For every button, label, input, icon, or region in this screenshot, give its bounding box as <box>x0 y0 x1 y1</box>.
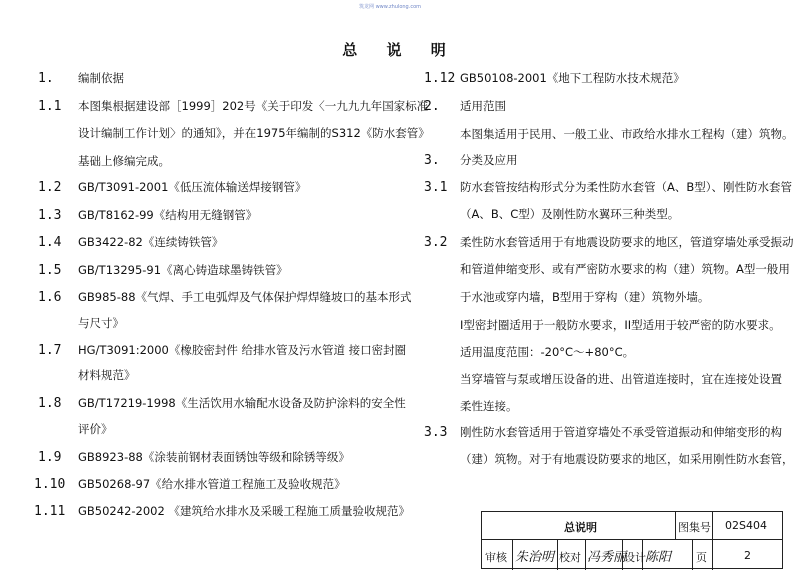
item-text: GB/T13295-91《离心铸造球墨铸铁管》 <box>78 263 288 277</box>
check-label: 校对 <box>559 551 581 564</box>
title-block <box>481 511 783 569</box>
item-text-continued: （建）筑物。对于有地震设防要求的地区，如采用刚性防水套管， <box>460 452 794 466</box>
item-number: 3. <box>424 153 440 168</box>
item-text: GB50108-2001《地下工程防水技术规范》 <box>460 71 685 85</box>
item-number: 1.7 <box>38 343 62 358</box>
item-text-continued: 评价》 <box>78 422 113 436</box>
check-signature: 冯秀丽 <box>587 550 627 565</box>
item-text: 防水套管按结构形式分为柔性防水套管（A、B型）、刚性防水套管 <box>460 180 793 194</box>
drawing-name: 总说明 <box>564 521 597 534</box>
item-text-continued: 材料规范》 <box>78 368 136 382</box>
item-text-continued: I型密封圈适用于一般防水要求，II型适用于较严密的防水要求。 <box>460 318 781 332</box>
item-number: 1.2 <box>38 180 62 195</box>
page-title: 总 说 明 <box>342 41 458 59</box>
item-text: GB3422-82《连续铸铁管》 <box>78 235 224 249</box>
item-text-continued: 设计编制工作计划〉的通知》，并在1975年编制的S312《防水套管》 <box>78 126 430 140</box>
design-label: 设计 <box>624 551 646 564</box>
item-text: GB50242-2002 《建筑给水排水及采暖工程施工质量验收规范》 <box>78 504 410 518</box>
item-number: 1.4 <box>38 235 62 250</box>
item-text: GB/T3091-2001《低压流体输送焊接钢管》 <box>78 180 307 194</box>
item-text: 适用范围 <box>460 99 506 113</box>
item-text-continued: 和管道伸缩变形、或有严密防水要求的构（建）筑物。A型一般用 <box>460 262 790 276</box>
item-text: GB50268-97《给水排水管道工程施工及验收规范》 <box>78 477 346 491</box>
item-text-continued: 与尺寸》 <box>78 316 124 330</box>
item-text: 柔性防水套管适用于有地震设防要求的地区，管道穿墙处承受振动 <box>460 235 794 249</box>
item-number: 1.5 <box>38 263 62 278</box>
item-text: 编制依据 <box>78 71 124 85</box>
review-label: 审核 <box>485 551 507 564</box>
item-text: GB/T8162-99《结构用无缝钢管》 <box>78 208 258 222</box>
item-number: 1.12 <box>424 71 456 86</box>
page-label: 页 <box>696 551 707 564</box>
item-text: GB985-88《气焊、手工电弧焊及气体保护焊焊缝坡口的基本形式 <box>78 290 412 304</box>
design-signature: 陈阳 <box>645 550 672 565</box>
watermark: 筑龙网 www.zhulong.com <box>358 4 421 10</box>
item-number: 3.2 <box>424 235 448 250</box>
atlas-number: 02S404 <box>725 519 767 532</box>
item-text-continued: （A、B、C型）及刚性防水翼环三种类型。 <box>460 207 680 221</box>
item-number: 1.1 <box>38 99 62 114</box>
item-number: 1.3 <box>38 208 62 223</box>
item-text-continued: 适用温度范围：-20°C～+80°C。 <box>460 345 635 359</box>
item-number: 3.1 <box>424 180 448 195</box>
item-text: 本图集根据建设部［1999］202号《关于印发〈一九九九年国家标准 <box>78 99 429 113</box>
page-number: 2 <box>744 549 751 562</box>
item-number: 3.3 <box>424 425 448 440</box>
item-text: 分类及应用 <box>460 153 518 167</box>
item-text: 刚性防水套管适用于管道穿墙处不承受管道振动和伸缩变形的构 <box>460 425 782 439</box>
item-number: 1.6 <box>38 290 62 305</box>
item-number: 1.11 <box>34 504 66 519</box>
item-number: 2. <box>424 99 440 114</box>
item-text-continued: 基础上修编完成。 <box>78 154 170 168</box>
item-text: GB/T17219-1998《生活饮用水输配水设备及防护涂料的安全性 <box>78 396 406 410</box>
item-number: 1.9 <box>38 450 62 465</box>
item-text-continued: 柔性连接。 <box>460 399 518 413</box>
item-number: 1. <box>38 71 54 86</box>
item-text-continued: 本图集适用于民用、一般工业、市政给水排水工程构（建）筑物。 <box>460 127 794 141</box>
item-number: 1.10 <box>34 477 66 492</box>
item-text: GB8923-88《涂装前钢材表面锈蚀等级和除锈等级》 <box>78 450 350 464</box>
review-signature: 朱治明 <box>515 550 555 565</box>
item-text: HG/T3091:2000《橡胶密封件 给排水管及污水管道 接口密封圈 <box>78 343 407 357</box>
item-number: 1.8 <box>38 396 62 411</box>
item-text-continued: 于水池或穿内墙，B型用于穿构（建）筑物外墙。 <box>460 290 710 304</box>
atlas-label: 图集号 <box>678 521 711 534</box>
item-text-continued: 当穿墙管与泵或增压设备的进、出管道连接时，宜在连接处设置 <box>460 372 782 386</box>
